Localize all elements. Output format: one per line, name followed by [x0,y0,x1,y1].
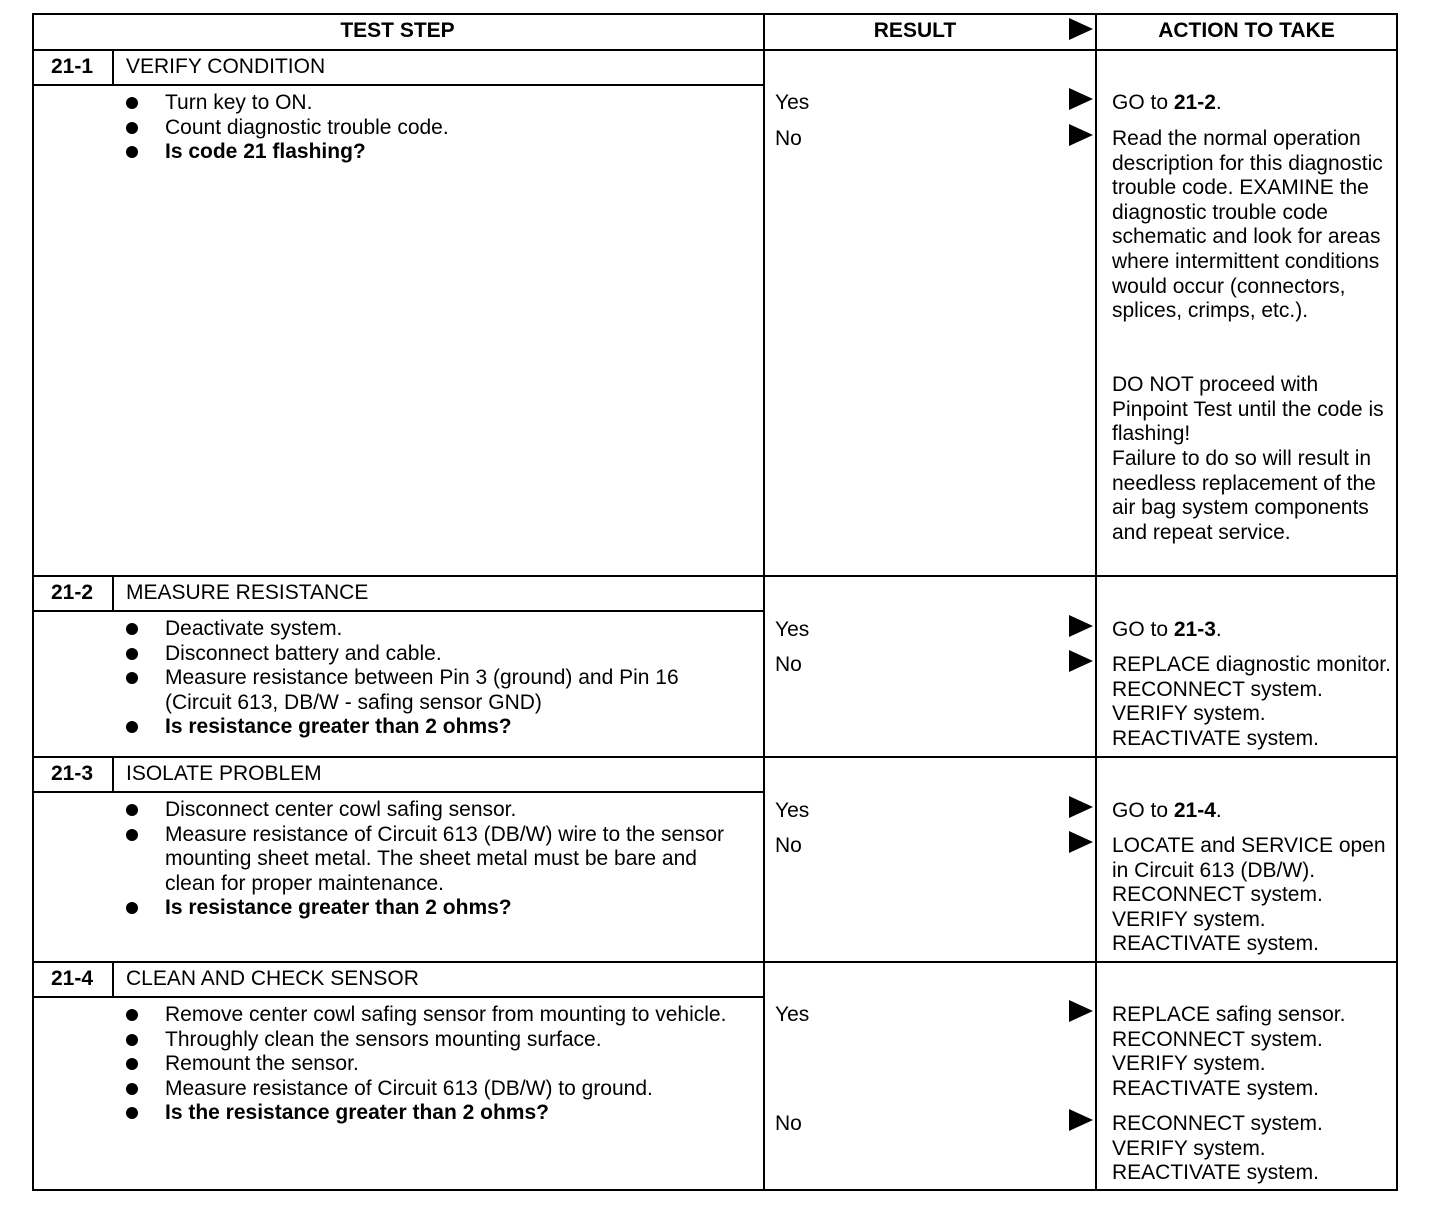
arrow-right-icon [1069,1109,1093,1131]
step-number: 21-1 [50,55,94,78]
action-warning: Failure to do so will result in needless replacement of the air bag system components and repeat service. [1112,447,1376,544]
step-number-divider [112,961,114,997]
action-no: Read the normal operation description for this diagnostic trouble code. EXAMINE the diagnostic trouble code schematic and look for areas where intermittent conditions would occur (connectors, splices, crimps, etc.). [1112,127,1383,323]
bullet-icon [126,672,138,684]
result-no: No [775,127,802,150]
step-divider [32,961,1398,963]
action-column-divider [1095,13,1097,1191]
action-no: LOCATE and SERVICE open in Circuit 613 (DB/W). RECONNECT system. VERIFY system. REACTIVATE system. [1112,834,1386,956]
header-bottom-border [32,49,1398,51]
list-item: Count diagnostic trouble code. [126,116,449,141]
step-question: Is resistance greater than 2 ohms? [126,896,746,921]
action-yes: GO to 21-3. [1112,618,1222,641]
bullet-icon [126,1058,138,1070]
arrow-right-icon [1069,88,1093,110]
bullet-icon [126,1034,138,1046]
step-number-divider [112,575,114,611]
step-instructions [126,798,746,921]
bullet-icon [126,146,138,158]
action-yes: GO to 21-2. [1112,91,1222,114]
bullet-icon [126,1107,138,1119]
bullet-icon [126,804,138,816]
list-item: Measure resistance between Pin 3 (ground) and Pin 16 (Circuit 613, DB/W - safing sensor GND) [126,666,746,715]
step-number: 21-2 [50,581,94,604]
action-yes: REPLACE safing sensor. RECONNECT system. VERIFY system. REACTIVATE system. [1112,1003,1346,1100]
result-yes: Yes [775,1003,810,1026]
header-arrow-icon [1069,18,1093,40]
table-bottom-border [32,1189,1398,1191]
action-yes: GO to 21-4. [1112,799,1222,822]
step-question: Is the resistance greater than 2 ohms? [126,1101,746,1126]
step-instructions [126,91,449,165]
header-test-step: TEST STEP [340,19,455,42]
bullet-icon [126,902,138,914]
list-item: Disconnect battery and cable. [126,642,746,667]
arrow-right-icon [1069,796,1093,818]
step-number: 21-3 [50,762,94,785]
result-no: No [775,1112,802,1135]
bullet-icon [126,122,138,134]
action-no: REPLACE diagnostic monitor. RECONNECT system. VERIFY system. REACTIVATE system. [1112,653,1391,750]
list-item: Measure resistance of Circuit 613 (DB/W) wire to the sensor mounting sheet metal. The sheet metal must be bare and clean for proper maintenance. [126,823,746,897]
step-title-underline [32,996,765,998]
action-warning: DO NOT proceed with Pinpoint Test until the code is flashing! [1112,373,1384,446]
step-title-underline [32,84,765,86]
bullet-icon [126,97,138,109]
result-yes: Yes [775,799,810,822]
result-yes: Yes [775,91,810,114]
step-title: ISOLATE PROBLEM [126,762,322,785]
bullet-icon [126,829,138,841]
step-number-divider [112,756,114,792]
step-divider [32,575,1398,577]
table-top-border [32,13,1398,15]
step-instructions [126,1003,746,1126]
list-item: Remove center cowl safing sensor from mounting to vehicle. [126,1003,746,1028]
list-item: Turn key to ON. [126,91,449,116]
step-number: 21-4 [50,967,94,990]
step-question: Is resistance greater than 2 ohms? [126,715,746,740]
arrow-right-icon [1069,124,1093,146]
list-item: Deactivate system. [126,617,746,642]
table-right-border [1396,13,1398,1191]
bullet-icon [126,648,138,660]
arrow-right-icon [1069,831,1093,853]
result-no: No [775,834,802,857]
step-title: VERIFY CONDITION [126,55,326,78]
action-no: RECONNECT system. VERIFY system. REACTIVATE system. [1112,1112,1323,1185]
header-action: ACTION TO TAKE [1158,19,1335,42]
bullet-icon [126,1009,138,1021]
step-title: MEASURE RESISTANCE [126,581,369,604]
result-yes: Yes [775,618,810,641]
step-title-underline [32,791,765,793]
step-number-divider [112,49,114,85]
arrow-right-icon [1069,1000,1093,1022]
bullet-icon [126,721,138,733]
pinpoint-test-table [32,13,1398,1191]
arrow-right-icon [1069,615,1093,637]
list-item: Throughly clean the sensors mounting surface. [126,1028,746,1053]
step-title: CLEAN AND CHECK SENSOR [126,967,419,990]
step-instructions [126,617,746,740]
step-question: Is code 21 flashing? [126,140,449,165]
bullet-icon [126,623,138,635]
header-result: RESULT [873,19,957,42]
arrow-right-icon [1069,650,1093,672]
list-item: Measure resistance of Circuit 613 (DB/W) to ground. [126,1077,746,1102]
step-divider [32,756,1398,758]
list-item: Remount the sensor. [126,1052,746,1077]
bullet-icon [126,1083,138,1095]
result-column-divider [763,13,765,1191]
list-item: Disconnect center cowl safing sensor. [126,798,746,823]
result-no: No [775,653,802,676]
step-title-underline [32,610,765,612]
